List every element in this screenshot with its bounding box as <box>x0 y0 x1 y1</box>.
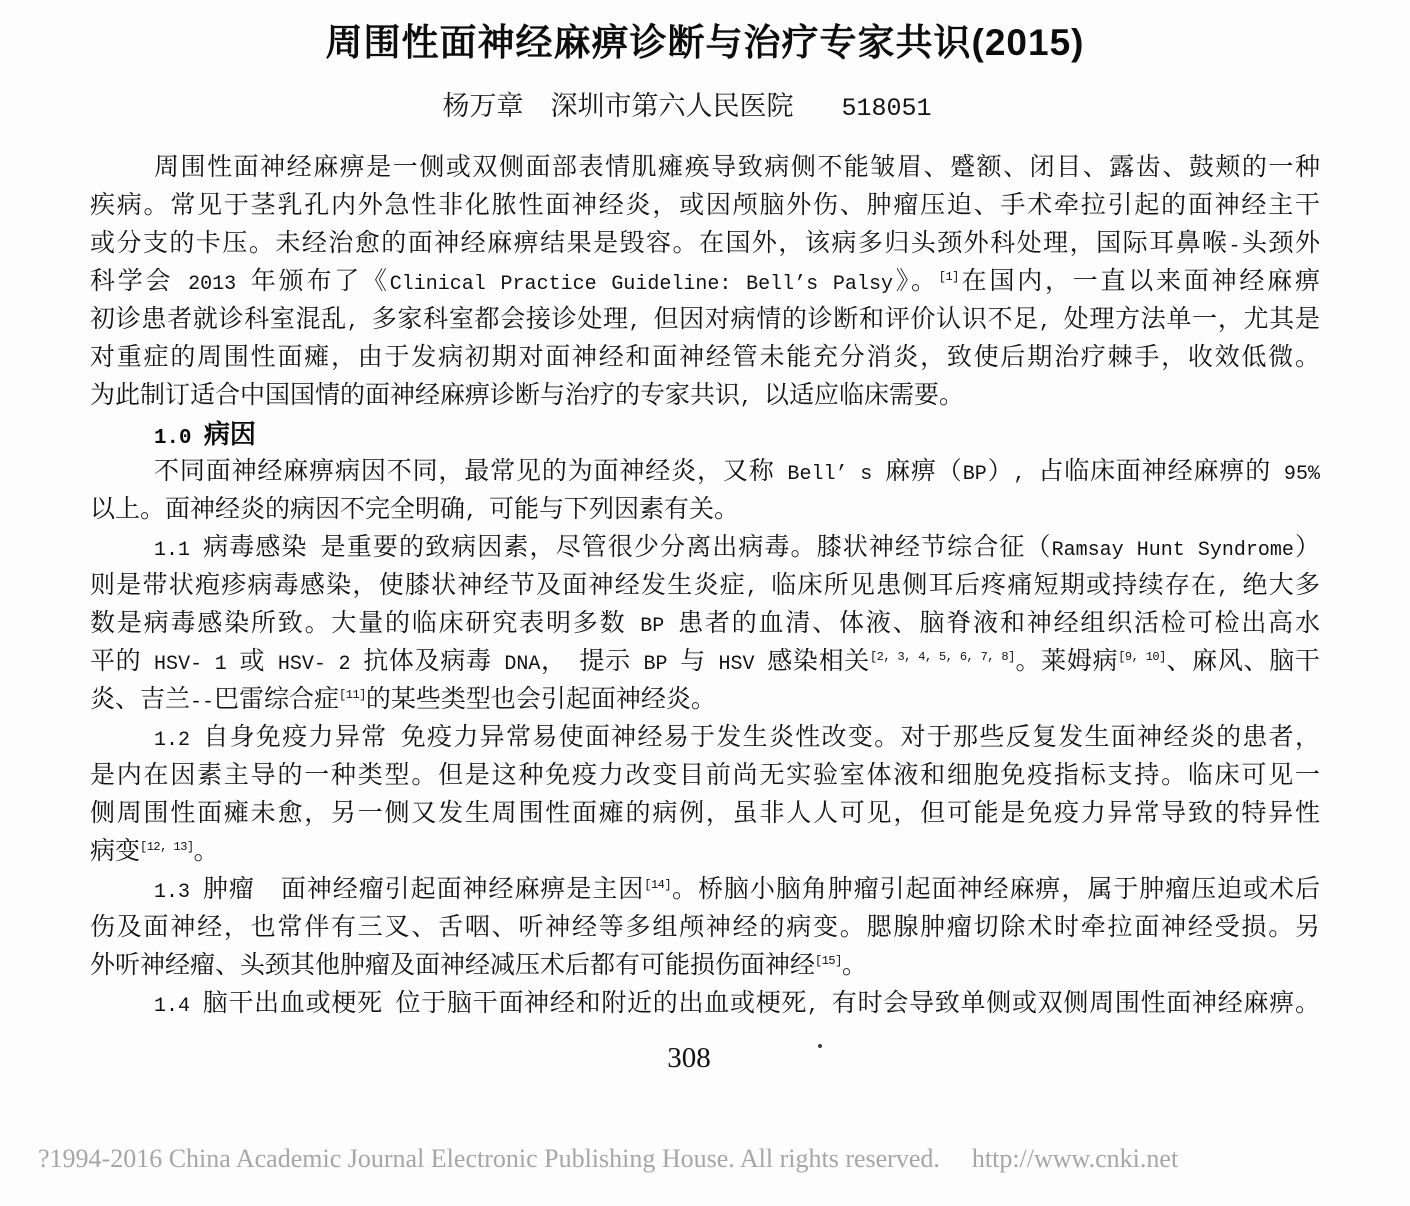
latin-text: 95% <box>1271 463 1320 486</box>
text-line: 以上。面神经炎的病因不完全明确, 可能与下列因素有关。 <box>90 496 740 524</box>
stray-mark <box>818 1044 822 1048</box>
paper-title: 周围性面神经麻痹诊断与治疗专家共识(2015) <box>325 22 1085 63</box>
latin-text: - <box>1228 235 1241 258</box>
latin-text: DNA <box>491 653 541 676</box>
text-line: 1.1 病毒感染 是重要的致病因素，尽管很少分离出病毒。膝状神经节综合征（Ramsay Hunt Syndrome） <box>154 534 1320 562</box>
text-line: 或分支的卡压。未经治愈的面神经麻痹结果是毁容。在国外，该病多归头颈外科处理，国际耳鼻喉-头颈外 <box>90 230 1320 258</box>
latin-text <box>308 539 321 562</box>
author-postcode: 518051 <box>841 94 932 123</box>
latin-text: 1.4 <box>154 995 203 1018</box>
citation-ref: [11] <box>339 688 366 702</box>
page-number: 308 <box>667 1042 711 1074</box>
author-line <box>0 84 1392 123</box>
text-line: 疾病。常见于茎乳孔内外急性非化脓性面神经炎，或因颅脑外伤、肿瘤压迫、手术牵拉引起的面神经主干 <box>90 192 1320 219</box>
latin-text: 2013 <box>173 273 251 296</box>
latin-text: , <box>465 501 490 524</box>
latin-text: , <box>1038 311 1064 334</box>
text-line: 科学会 2013 年颁布了《Clinical Practice Guideline: Bell’s Palsy》。[1]在国内，一直以来面神经麻痹 <box>90 268 1320 296</box>
text-line: 1.4 脑干出血或梗死 位于脑干面神经和附近的出血或梗死, 有时会导致单侧或双侧周围性面神经麻痹。 <box>154 990 1320 1018</box>
citation-ref: [12, 13] <box>140 840 194 854</box>
latin-text: , <box>347 311 372 334</box>
text-line: 炎、吉兰--巴雷综合症[11]的某些类型也会引起面神经炎。 <box>90 686 716 714</box>
latin-text: , <box>740 387 765 410</box>
latin-text: , <box>1013 463 1039 486</box>
text-line: 侧周围性面瘫未愈，另一侧又发生周围性面瘫的病例，虽非人人可见，但可能是免疫力异常导致的特异性 <box>90 800 1320 827</box>
latin-text: BP <box>630 653 681 676</box>
latin-text: , <box>628 311 654 334</box>
text-line: 1.3 肿瘤 面神经瘤引起面神经麻痹是主因[14]。桥脑小脑角肿瘤引起面神经麻痹，属于肿瘤压迫或术后 <box>154 876 1320 904</box>
latin-text: HSV <box>705 653 768 676</box>
cnki-url: http://www.cnki.net <box>971 1144 1179 1173</box>
latin-text: BP <box>962 463 987 486</box>
latin-text: Bell’ s <box>774 463 886 486</box>
text-line: 病变[12, 13]。 <box>90 838 219 865</box>
latin-text: Clinical Practice Guideline: Bell’s Palsy <box>389 273 893 296</box>
text-line: 周围性面神经麻痹是一侧或双侧面部表情肌瘫痪导致病侧不能皱眉、蹙额、闭目、露齿、鼓颊的一种 <box>154 154 1320 181</box>
text-line: 平的 HSV- 1 或 HSV- 2 抗体及病毒 DNA， 提示 BP 与 HSV 感染相关[2, 3, 4, 5, 6, 7, 8]。莱姆病[9, 10]、麻风、脑干 <box>90 648 1320 676</box>
latin-text: , <box>745 577 772 600</box>
latin-text <box>387 729 400 752</box>
latin-text: , <box>1217 577 1243 600</box>
latin-text <box>383 995 396 1018</box>
text-line: 为此制订适合中国国情的面神经麻痹诊断与治疗的专家共识, 以适应临床需要。 <box>90 382 965 410</box>
text-line: 不同面神经麻痹病因不同，最常见的为面神经炎，又称 Bell’ s 麻痹（BP）, 占临床面神经麻痹的 95% <box>154 458 1320 486</box>
text-line: 外听神经瘤、头颈其他肿瘤及面神经减压术后都有可能损伤面神经[15]。 <box>90 952 867 979</box>
section-heading: 1.0 病因 <box>154 419 256 450</box>
citation-ref: [14] <box>644 878 672 892</box>
text-line: 1.2 自身免疫力异常 免疫力异常易使面神经易于发生炎性改变。对于那些反复发生面神经炎的患者， <box>154 724 1320 752</box>
author-name: 杨万章 <box>442 91 524 121</box>
text-line: 伤及面神经，也常伴有三叉、舌咽、听神经等多组颅神经的病变。腮腺肿瘤切除术时牵拉面神经受损。另 <box>90 914 1320 941</box>
latin-text: Ramsay Hunt Syndrome <box>1051 539 1294 562</box>
copyright-text: ?1994-2016 China Academic Journal Electronic Publishing House. All rights reserved. <box>38 1144 940 1173</box>
latin-text: , <box>807 995 832 1018</box>
citation-ref: [1] <box>938 270 959 284</box>
author-affiliation: 深圳市第六人民医院 <box>550 91 794 121</box>
latin-text <box>567 653 580 676</box>
latin-text: 1.2 <box>154 729 204 752</box>
copyright-footer <box>38 1144 1388 1174</box>
citation-ref: [15] <box>815 954 842 968</box>
latin-text: 1.0 <box>154 427 204 450</box>
text-line: 初诊患者就诊科室混乱, 多家科室都会接诊处理, 但因对病情的诊断和评价认识不足, 处理方法单一，尤其是 <box>90 306 1320 334</box>
latin-text: 1.3 <box>154 881 203 904</box>
text-line: 对重症的周围性面瘫，由于发病初期对面神经和面神经管未能充分消炎，致使后期治疗棘手，收效低微。 <box>90 344 1320 371</box>
latin-text: HSV- 1 <box>141 653 240 676</box>
latin-text: 1.1 <box>154 539 204 562</box>
text-line: 数是病毒感染所致。大量的临床研究表明多数 BP 患者的血清、体液、脑脊液和神经组织活检可检出高水 <box>90 610 1320 638</box>
document-body <box>90 149 1320 1023</box>
text-line: 是内在因素主导的一种类型。但是这种免疫力改变目前尚无实验室体液和细胞免疫指标支持。临床可见一 <box>90 762 1320 789</box>
text-line: 则是带状疱疹病毒感染，使膝状神经节及面神经发生炎症, 临床所见患侧耳后疼痛短期或持续存在, 绝大多 <box>90 572 1320 600</box>
latin-text: -- <box>190 691 215 714</box>
citation-ref: [2, 3, 4, 5, 6, 7, 8] <box>869 650 1015 664</box>
latin-text: BP <box>626 615 679 638</box>
citation-ref: [9, 10] <box>1118 650 1166 664</box>
latin-text: HSV- 2 <box>265 653 364 676</box>
